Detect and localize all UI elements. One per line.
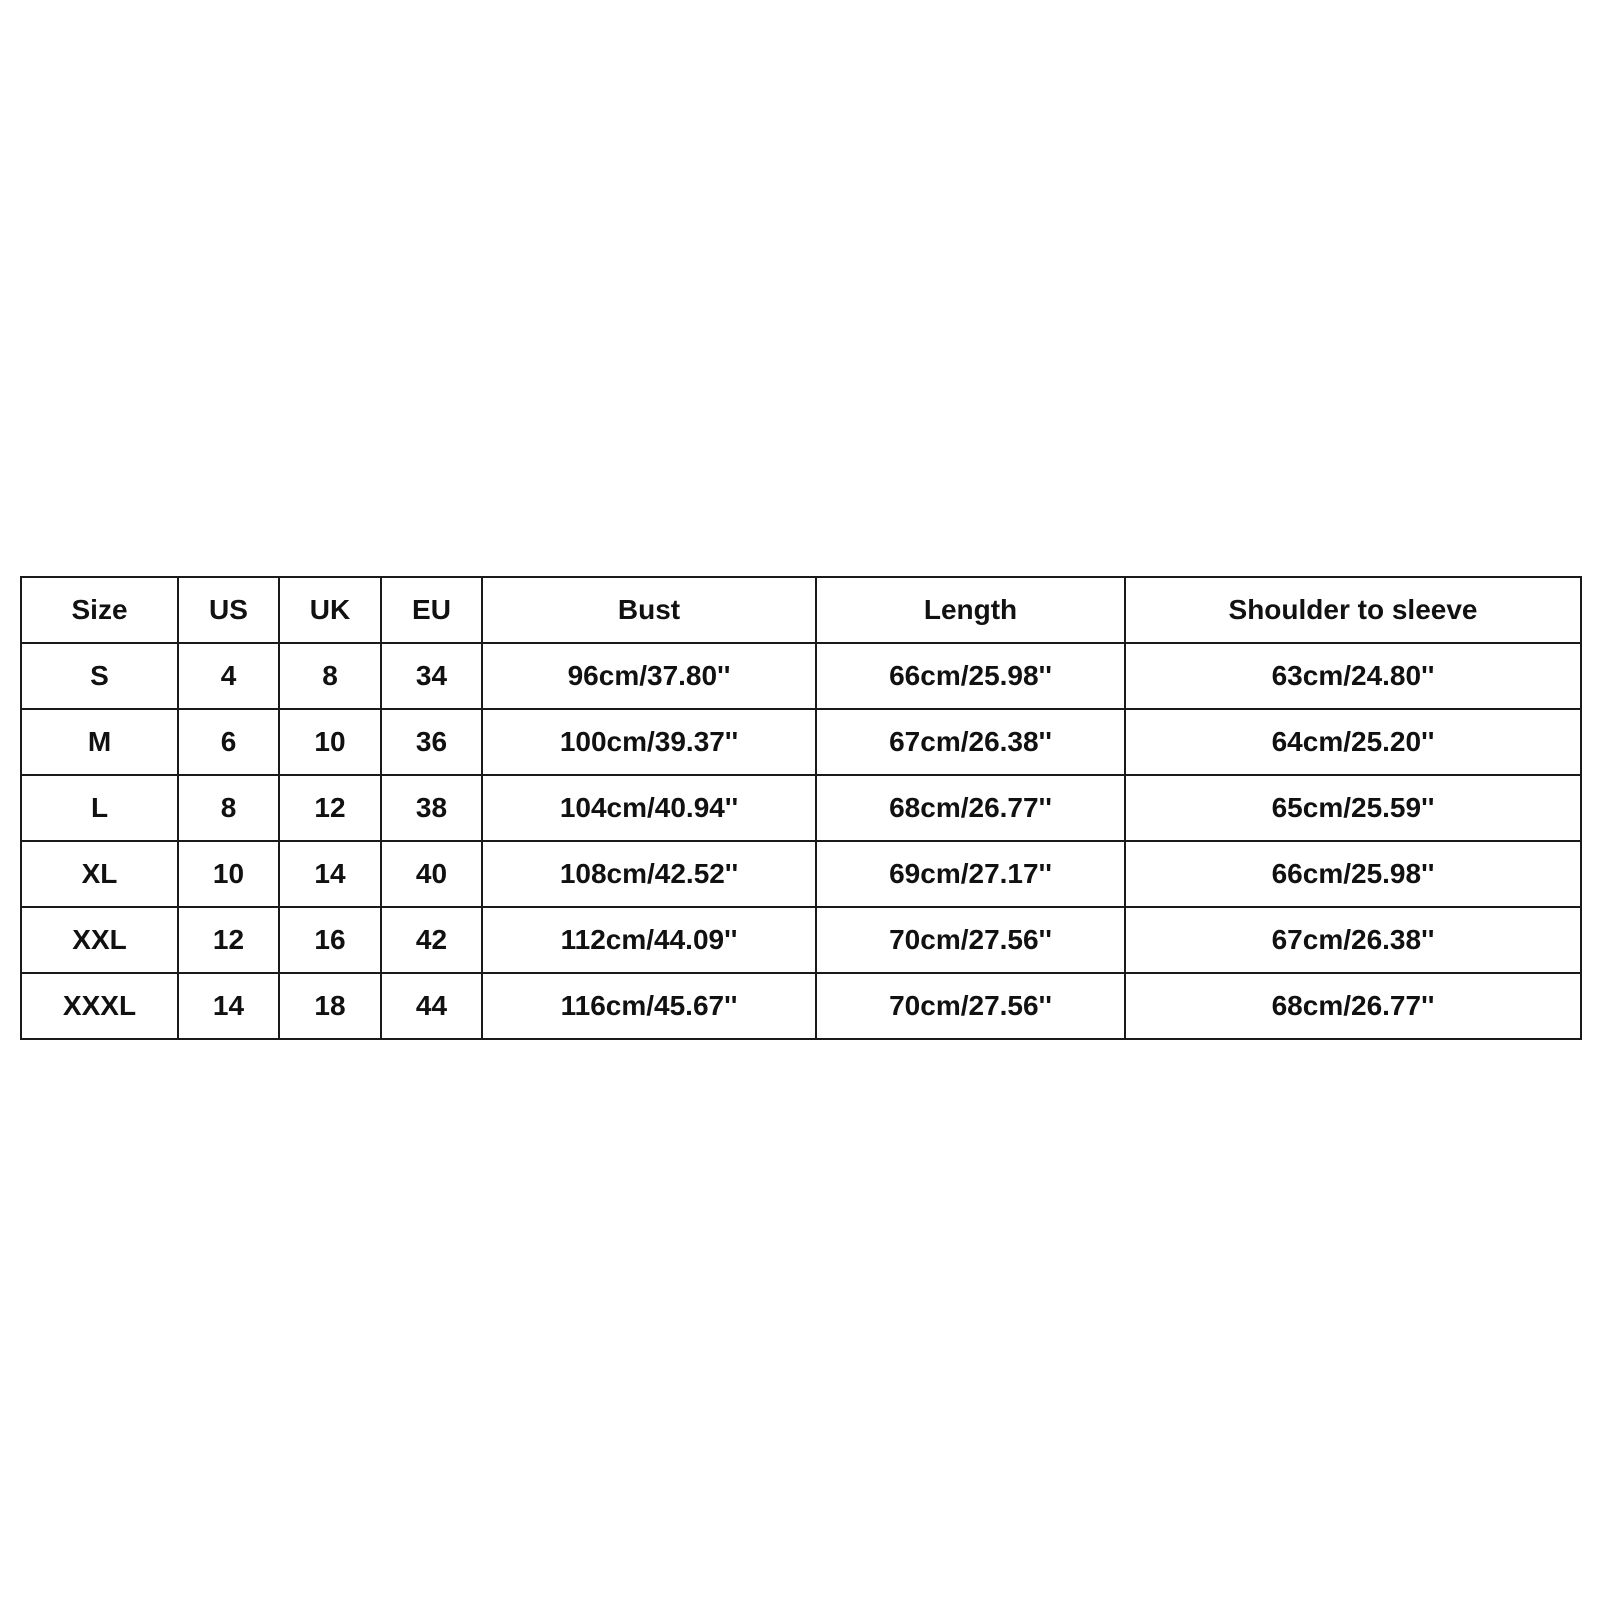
cell-length: 67cm/26.38'' (816, 709, 1125, 775)
cell-eu: 40 (381, 841, 482, 907)
cell-shoulder-to-sleeve: 63cm/24.80'' (1125, 643, 1581, 709)
header-length: Length (816, 577, 1125, 643)
cell-uk: 10 (279, 709, 381, 775)
cell-shoulder-to-sleeve: 66cm/25.98'' (1125, 841, 1581, 907)
header-row (21, 577, 1581, 643)
cell-length: 69cm/27.17'' (816, 841, 1125, 907)
cell-us: 10 (178, 841, 279, 907)
cell-us: 8 (178, 775, 279, 841)
cell-length: 70cm/27.56'' (816, 973, 1125, 1039)
header-uk: UK (279, 577, 381, 643)
cell-size: L (21, 775, 178, 841)
cell-uk: 16 (279, 907, 381, 973)
cell-uk: 14 (279, 841, 381, 907)
size-chart-table (20, 576, 1582, 1040)
cell-eu: 42 (381, 907, 482, 973)
cell-size: XXL (21, 907, 178, 973)
cell-length: 68cm/26.77'' (816, 775, 1125, 841)
table-row (21, 973, 1581, 1039)
cell-eu: 38 (381, 775, 482, 841)
table-row (21, 907, 1581, 973)
cell-eu: 44 (381, 973, 482, 1039)
header-us: US (178, 577, 279, 643)
cell-length: 66cm/25.98'' (816, 643, 1125, 709)
cell-uk: 18 (279, 973, 381, 1039)
cell-shoulder-to-sleeve: 67cm/26.38'' (1125, 907, 1581, 973)
header-shoulder-to-sleeve: Shoulder to sleeve (1125, 577, 1581, 643)
header-bust: Bust (482, 577, 816, 643)
cell-us: 14 (178, 973, 279, 1039)
cell-bust: 116cm/45.67'' (482, 973, 816, 1039)
cell-eu: 36 (381, 709, 482, 775)
cell-length: 70cm/27.56'' (816, 907, 1125, 973)
header-eu: EU (381, 577, 482, 643)
cell-size: S (21, 643, 178, 709)
cell-eu: 34 (381, 643, 482, 709)
cell-uk: 8 (279, 643, 381, 709)
table-row (21, 775, 1581, 841)
cell-bust: 96cm/37.80'' (482, 643, 816, 709)
table-row (21, 643, 1581, 709)
cell-bust: 112cm/44.09'' (482, 907, 816, 973)
cell-bust: 104cm/40.94'' (482, 775, 816, 841)
cell-shoulder-to-sleeve: 65cm/25.59'' (1125, 775, 1581, 841)
cell-us: 4 (178, 643, 279, 709)
cell-size: XL (21, 841, 178, 907)
cell-us: 6 (178, 709, 279, 775)
cell-size: M (21, 709, 178, 775)
cell-shoulder-to-sleeve: 64cm/25.20'' (1125, 709, 1581, 775)
cell-uk: 12 (279, 775, 381, 841)
cell-size: XXXL (21, 973, 178, 1039)
table-row (21, 709, 1581, 775)
cell-bust: 100cm/39.37'' (482, 709, 816, 775)
header-size: Size (21, 577, 178, 643)
cell-bust: 108cm/42.52'' (482, 841, 816, 907)
cell-us: 12 (178, 907, 279, 973)
cell-shoulder-to-sleeve: 68cm/26.77'' (1125, 973, 1581, 1039)
table-row (21, 841, 1581, 907)
